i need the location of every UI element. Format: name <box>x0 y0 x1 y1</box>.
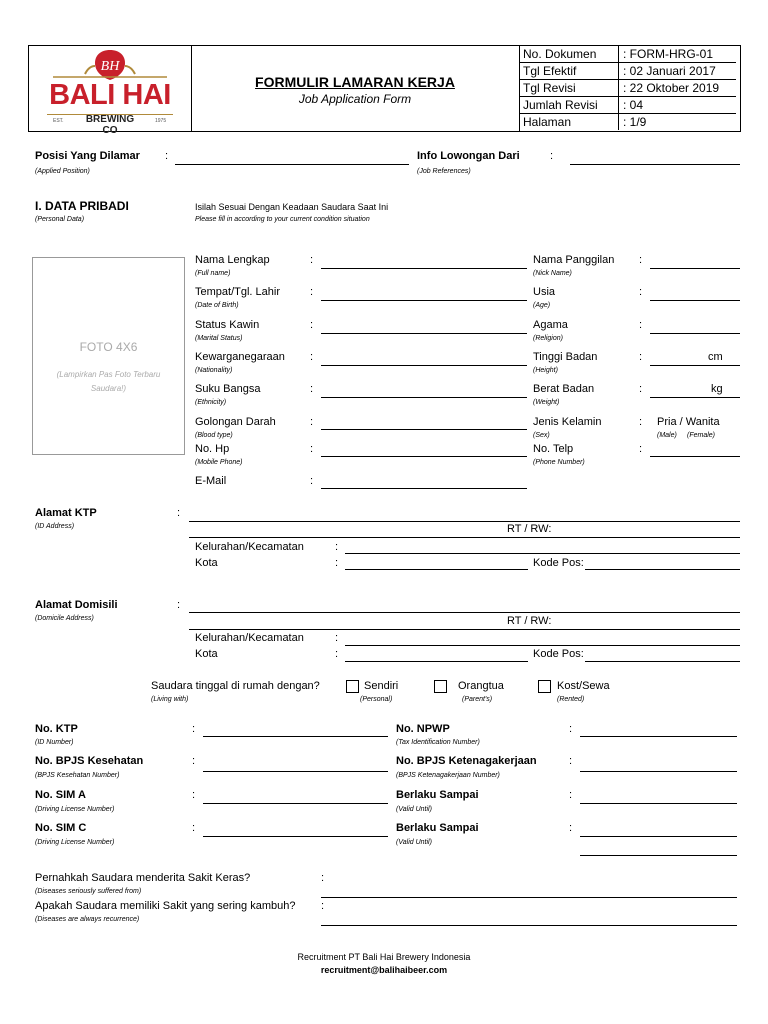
weight-unit: kg <box>711 383 723 395</box>
marital-field[interactable] <box>321 333 527 334</box>
living-parents-label: Orangtua <box>458 680 504 692</box>
weight-field[interactable] <box>650 397 740 398</box>
birth-sub: (Date of Birth) <box>195 302 239 309</box>
blood-type-field[interactable] <box>321 429 527 430</box>
sim-c-valid-sub: (Valid Until) <box>396 839 432 846</box>
npwp-field[interactable] <box>580 736 737 737</box>
email-label: E-Mail <box>195 475 227 487</box>
phone-sub: (Phone Number) <box>533 459 585 466</box>
marital-label: Status Kawin <box>195 319 260 331</box>
domicile-rt-rw-label: RT / RW: <box>507 615 552 627</box>
title-cell <box>191 46 520 131</box>
religion-field[interactable] <box>650 333 740 334</box>
blood-type-label: Golongan Darah <box>195 416 276 428</box>
weight-label: Berat Badan <box>533 383 595 395</box>
id-city-label: Kota <box>195 557 218 569</box>
weight-sub: (Weight) <box>533 399 560 406</box>
meta-value: : 1/9 <box>623 115 647 129</box>
domicile-address-line2[interactable] <box>189 629 740 630</box>
ktp-number-sub: (ID Number) <box>35 739 74 746</box>
ethnicity-label: Suku Bangsa <box>195 383 261 395</box>
id-kelurahan-field[interactable] <box>345 553 740 554</box>
colon: : <box>310 383 314 395</box>
meta-value: : 02 Januari 2017 <box>619 63 737 80</box>
job-reference-sub: (Job References) <box>417 168 471 175</box>
sim-c-valid-field[interactable] <box>580 836 737 837</box>
sim-a-label: No. SIM A <box>35 789 86 801</box>
section-note-sub: Please fill in according to your current condition situation <box>195 216 370 223</box>
religion-label: Agama <box>533 319 568 331</box>
meta-key: Jumlah Revisi <box>519 97 619 114</box>
colon: : <box>639 383 643 395</box>
colon: : <box>310 351 314 363</box>
colon: : <box>335 648 339 660</box>
colon: : <box>177 507 181 519</box>
bpjs-employment-field[interactable] <box>580 771 737 772</box>
nickname-sub: (Nick Name) <box>533 270 572 277</box>
age-sub: (Age) <box>533 302 551 309</box>
sim-a-valid-label: Berlaku Sampai <box>396 789 479 801</box>
domicile-address-field[interactable] <box>189 612 740 613</box>
full-name-sub: (Full name) <box>195 270 231 277</box>
colon: : <box>639 443 643 455</box>
sim-c-field[interactable] <box>203 836 388 837</box>
logo-sub-text: BREWING CO <box>85 114 135 136</box>
blood-type-sub: (Blood type) <box>195 432 233 439</box>
id-address-line2[interactable] <box>189 537 740 538</box>
colon: : <box>310 319 314 331</box>
email-field[interactable] <box>321 488 527 489</box>
sex-male-sub: (Male) <box>657 432 677 439</box>
nickname-label: Nama Panggilan <box>533 254 615 266</box>
section-title-sub: (Personal Data) <box>35 216 85 223</box>
domicile-kelurahan-field[interactable] <box>345 645 740 646</box>
logo-cell <box>29 46 192 136</box>
domicile-postcode-field[interactable] <box>585 661 740 662</box>
living-parents-sub: (Parent's) <box>462 696 493 703</box>
sim-a-valid-field[interactable] <box>580 803 737 804</box>
full-name-label: Nama Lengkap <box>195 254 270 266</box>
colon: : <box>310 443 314 455</box>
colon: : <box>639 319 643 331</box>
colon: : <box>192 789 196 801</box>
photo-note-line2: Saudara!) <box>90 384 127 393</box>
colon: : <box>639 351 643 363</box>
recurring-illness-field[interactable] <box>321 925 737 926</box>
colon: : <box>639 286 643 298</box>
id-rt-rw-label: RT / RW: <box>507 523 552 535</box>
ktp-number-field[interactable] <box>203 736 388 737</box>
colon: : <box>569 723 573 735</box>
logo-est-left: EST. <box>53 118 64 124</box>
colon: : <box>335 541 339 553</box>
applied-position-field[interactable] <box>175 164 409 165</box>
domicile-address-sub: (Domicile Address) <box>35 615 94 622</box>
applied-position-label: Posisi Yang Dilamar <box>35 150 140 162</box>
colon: : <box>192 822 196 834</box>
nickname-field[interactable] <box>650 268 740 269</box>
marital-sub: (Marital Status) <box>195 335 243 342</box>
meta-key: Tgl Revisi <box>519 80 619 97</box>
sim-c-label: No. SIM C <box>35 822 87 834</box>
document-header <box>28 45 741 136</box>
document-meta-table <box>519 46 736 130</box>
colon: : <box>569 755 573 767</box>
birth-field[interactable] <box>321 300 527 301</box>
bpjs-health-sub: (BPJS Kesehatan Number) <box>35 772 120 779</box>
sim-a-field[interactable] <box>203 803 388 804</box>
meta-key: No. Dokumen <box>519 46 619 63</box>
id-city-field[interactable] <box>345 569 528 570</box>
job-reference-field[interactable] <box>570 164 740 165</box>
job-reference-label: Info Lowongan Dari <box>417 150 520 162</box>
id-kelurahan-label: Kelurahan/Kecamatan <box>195 541 304 553</box>
photo-title: FOTO 4X6 <box>79 340 138 354</box>
form-subtitle: Job Application Form <box>298 92 412 106</box>
domicile-address-label: Alamat Domisili <box>35 599 118 611</box>
footer-email[interactable]: recruitment@balihaibeer.com <box>320 965 448 975</box>
id-postcode-label: Kode Pos: <box>533 557 584 569</box>
living-rented-sub: (Rented) <box>557 696 585 703</box>
ethnicity-field[interactable] <box>321 397 527 398</box>
mobile-sub: (Mobile Phone) <box>195 459 243 466</box>
living-rented-checkbox[interactable] <box>538 680 551 693</box>
colon: : <box>310 254 314 266</box>
applied-position-sub: (Applied Position) <box>35 168 90 175</box>
nationality-sub: (Nationality) <box>195 367 233 374</box>
sim-c-sub: (Driving License Number) <box>35 839 115 846</box>
colon: : <box>192 723 196 735</box>
meta-value: : 04 <box>619 97 737 114</box>
npwp-sub: (Tax Identification Number) <box>396 739 480 746</box>
living-personal-sub: (Personal) <box>360 696 393 703</box>
living-question: Saudara tinggal di rumah dengan? <box>151 680 320 692</box>
domicile-city-field[interactable] <box>345 661 528 662</box>
age-label: Usia <box>533 286 556 298</box>
sex-options[interactable]: Pria / Wanita <box>657 416 720 428</box>
sim-c-valid-label: Berlaku Sampai <box>396 822 479 834</box>
id-address-label: Alamat KTP <box>35 507 97 519</box>
colon: : <box>321 872 325 884</box>
recurring-illness-label: Apakah Saudara memiliki Sakit yang sering kambuh? <box>35 900 296 912</box>
npwp-label: No. NPWP <box>396 723 450 735</box>
colon: : <box>639 254 643 266</box>
colon: : <box>335 557 339 569</box>
colon: : <box>639 416 643 428</box>
nationality-field[interactable] <box>321 365 527 366</box>
colon: : <box>569 822 573 834</box>
living-rented-label: Kost/Sewa <box>557 680 610 692</box>
footer-company: Recruitment PT Bali Hai Brewery Indonesia <box>297 952 471 962</box>
sex-label: Jenis Kelamin <box>533 416 602 428</box>
photo-note-line1: (Lampirkan Pas Foto Terbaru <box>56 370 161 379</box>
bpjs-employment-label: No. BPJS Ketenagakerjaan <box>396 755 537 767</box>
ethnicity-sub: (Ethnicity) <box>195 399 227 406</box>
mobile-field[interactable] <box>321 456 527 457</box>
meta-key: Halaman <box>519 114 619 131</box>
logo-brand-text: BALI HAI <box>49 79 171 111</box>
colon: : <box>165 150 169 162</box>
meta-value: : 22 Oktober 2019 <box>619 80 737 97</box>
recurring-illness-sub: (Diseases are always recurrence) <box>35 916 140 923</box>
section-note: Isilah Sesuai Dengan Keadaan Saudara Saat Ini <box>195 202 389 212</box>
id-address-sub: (ID Address) <box>35 523 75 530</box>
domicile-postcode-label: Kode Pos: <box>533 648 584 660</box>
domicile-city-label: Kota <box>195 648 218 660</box>
colon: : <box>550 150 554 162</box>
birth-label: Tempat/Tgl. Lahir <box>195 286 280 298</box>
phone-field[interactable] <box>650 456 740 457</box>
height-field[interactable] <box>650 365 740 366</box>
extra-valid-field[interactable] <box>580 855 737 856</box>
sex-sub: (Sex) <box>533 432 550 439</box>
colon: : <box>310 475 314 487</box>
religion-sub: (Religion) <box>533 335 563 342</box>
colon: : <box>177 599 181 611</box>
phone-label: No. Telp <box>533 443 574 455</box>
photo-box[interactable] <box>32 257 185 455</box>
colon: : <box>335 632 339 644</box>
bpjs-health-field[interactable] <box>203 771 388 772</box>
sim-a-valid-sub: (Valid Until) <box>396 806 432 813</box>
section-title: I. DATA PRIBADI <box>35 199 129 213</box>
id-postcode-field[interactable] <box>585 569 740 570</box>
serious-illness-sub: (Diseases seriously suffered from) <box>35 888 142 895</box>
form-title: FORMULIR LAMARAN KERJA <box>255 74 455 90</box>
full-name-field[interactable] <box>321 268 527 269</box>
serious-illness-label: Pernahkah Saudara menderita Sakit Keras? <box>35 872 251 884</box>
ktp-number-label: No. KTP <box>35 723 78 735</box>
age-field[interactable] <box>650 300 740 301</box>
svg-text:BH: BH <box>100 59 120 74</box>
bpjs-employment-sub: (BPJS Ketenagakerjaan Number) <box>396 772 500 779</box>
colon: : <box>321 900 325 912</box>
living-parents-checkbox[interactable] <box>434 680 447 693</box>
meta-value: : FORM-HRG-01 <box>619 46 737 63</box>
height-label: Tinggi Badan <box>533 351 598 363</box>
colon: : <box>192 755 196 767</box>
mobile-label: No. Hp <box>195 443 230 455</box>
sex-female-sub: (Female) <box>687 432 716 439</box>
meta-key: Tgl Efektif <box>519 63 619 80</box>
living-personal-checkbox[interactable] <box>346 680 359 693</box>
living-question-sub: (Living with) <box>151 696 189 703</box>
sim-a-sub: (Driving License Number) <box>35 806 115 813</box>
colon: : <box>310 286 314 298</box>
nationality-label: Kewarganegaraan <box>195 351 285 363</box>
height-unit: cm <box>708 351 723 363</box>
logo-est-right: 1975 <box>155 118 167 124</box>
colon: : <box>310 416 314 428</box>
height-sub: (Height) <box>533 367 558 374</box>
serious-illness-field[interactable] <box>321 897 737 898</box>
colon: : <box>569 789 573 801</box>
domicile-kelurahan-label: Kelurahan/Kecamatan <box>195 632 304 644</box>
bpjs-health-label: No. BPJS Kesehatan <box>35 755 144 767</box>
id-address-field[interactable] <box>189 521 740 522</box>
living-personal-label: Sendiri <box>364 680 399 692</box>
